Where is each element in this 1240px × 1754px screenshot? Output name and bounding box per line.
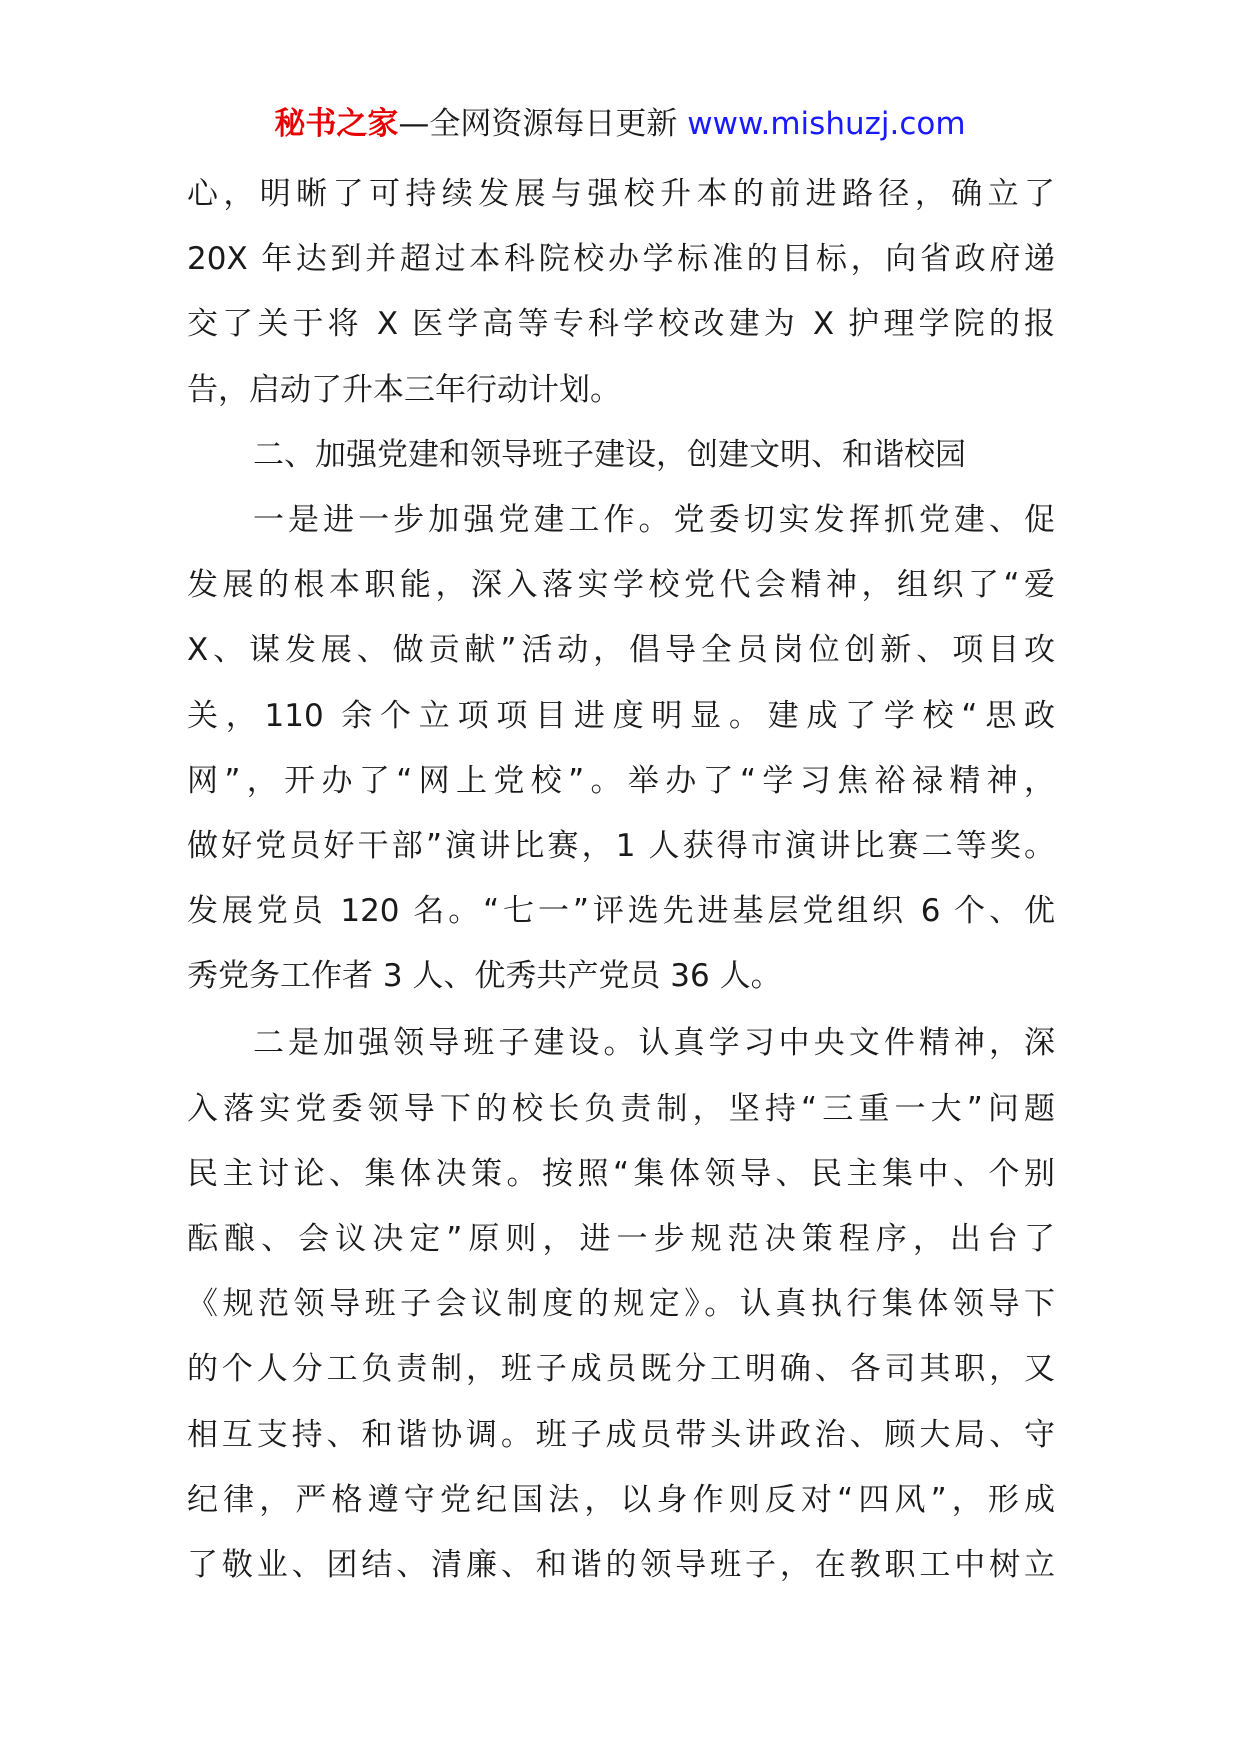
text-line: 关，110 余个立项项目进度明显。建成了学校“思政 bbox=[187, 697, 1055, 734]
text-line: 二是加强领导班子建设。认真学习中央文件精神，深 bbox=[253, 1025, 1055, 1062]
site-brand: 秘书之家 bbox=[274, 106, 399, 142]
text-line: 《规范领导班子会议制度的规定》。认真执行集体领导下 bbox=[187, 1286, 1055, 1323]
text-line: 民主讨论、集体决策。按照“集体领导、民主集中、个别 bbox=[187, 1155, 1055, 1192]
text-line: 了敬业、团结、清廉、和谐的领导班子，在教职工中树立 bbox=[187, 1546, 1055, 1583]
text-line: 相互支持、和谐协调。班子成员带头讲政治、顾大局、守 bbox=[187, 1416, 1055, 1453]
text-line: 的个人分工负责制，班子成员既分工明确、各司其职，又 bbox=[187, 1351, 1055, 1388]
text-line: 告，启动了升本三年行动计划。 bbox=[187, 371, 621, 408]
document-body bbox=[187, 162, 1055, 1598]
text-line: X、谋发展、做贡献”活动，倡导全员岗位创新、项目攻 bbox=[187, 632, 1055, 669]
text-line: 发展的根本职能，深入落实学校党代会精神，组织了“爱 bbox=[187, 567, 1055, 604]
text-line: 心，明晰了可持续发展与强校升本的前进路径，确立了 bbox=[187, 176, 1055, 212]
text-line: 发展党员 120 名。“七一”评选先进基层党组织 6 个、优 bbox=[187, 893, 1055, 930]
text-line: 网”，开办了“网上党校”。举办了“学习焦裕禄精神， bbox=[187, 762, 1055, 799]
text-line: 入落实党委领导下的校长负责制，坚持“三重一大”问题 bbox=[187, 1090, 1055, 1127]
text-line: 秀党务工作者 3 人、优秀共产党员 36 人。 bbox=[187, 958, 782, 995]
text-line: 纪律，严格遵守党纪国法，以身作则反对“四风”，形成 bbox=[187, 1481, 1055, 1518]
text-line: 20X 年达到并超过本科院校办学标准的目标，向省政府递 bbox=[187, 241, 1055, 278]
text-line: 做好党员好干部”演讲比赛，1 人获得市演讲比赛二等奖。 bbox=[187, 827, 1055, 864]
text-line: 酝酿、会议决定”原则，进一步规范决策程序，出台了 bbox=[187, 1221, 1055, 1257]
site-tagline: —全网资源每日更新 bbox=[398, 106, 688, 142]
text-line: 交了关于将 X 医学高等专科学校改建为 X 护理学院的报 bbox=[187, 306, 1055, 343]
page-header bbox=[0, 100, 1240, 148]
section-heading: 二、加强党建和领导班子建设，创建文明、和谐校园 bbox=[253, 436, 966, 473]
text-line: 一是进一步加强党建工作。党委切实发挥抓党建、促 bbox=[253, 501, 1055, 538]
site-url-link[interactable]: www.mishuzj.com bbox=[687, 106, 966, 142]
